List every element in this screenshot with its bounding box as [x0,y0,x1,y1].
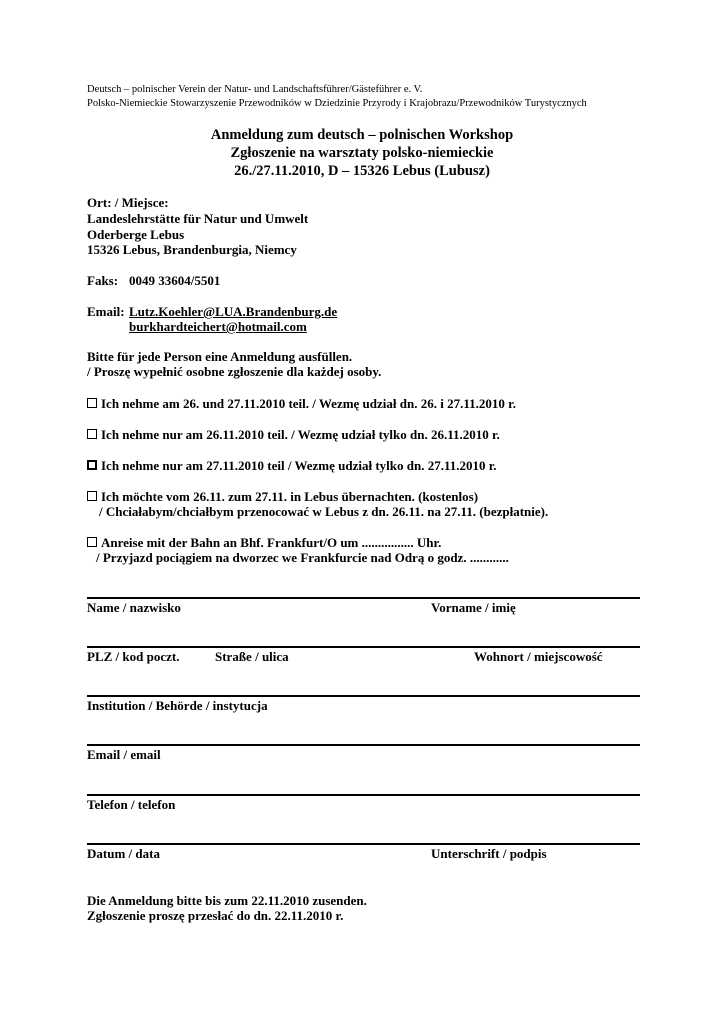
option-overnight[interactable]: Ich möchte vom 26.11. zum 27.11. in Lebus übernachten. (kostenlos) [87,489,478,505]
option-day-27[interactable]: Ich nehme nur am 27.11.2010 teil / Wezmę udział tylko dn. 27.11.2010 r. [87,458,497,474]
street-field-label: Straße / ulica [215,649,289,664]
email-link-1[interactable]: Lutz.Koehler@LUA.Brandenburg.de [129,304,338,319]
location-label: Ort: / Miejsce: [87,195,169,210]
firstname-field-label: Vorname / imię [431,600,516,615]
checkbox-icon[interactable] [87,460,97,470]
title-polish: Zgłoszenie na warsztaty polsko-niemieckie [230,145,494,161]
city-field-label: Wohnort / miejscowość [474,649,603,664]
deadline-german: Die Anmeldung bitte bis zum 22.11.2010 zusenden. [87,893,367,908]
email-label: Email: [87,304,125,319]
title-date-place: 26./27.11.2010, D – 15326 Lebus (Lubusz) [234,163,490,179]
option-both-days[interactable]: Ich nehme am 26. und 27.11.2010 teil. / Wezmę udział dn. 26. i 27.11.2010 r. [87,396,516,412]
postcode-field-label: PLZ / kod poczt. [87,649,180,664]
option-overnight-polish: / Chciałabym/chciałbym przenocować w Lebus z dn. 26.11. na 27.11. (bezpłatnie). [99,504,549,519]
name-field-label: Name / nazwisko [87,600,181,615]
fax-number: 0049 33604/5501 [129,273,221,288]
deadline-polish: Zgłoszenie proszę przesłać do dn. 22.11.2010 r. [87,908,344,923]
location-line-2: Oderberge Lebus [87,227,185,242]
divider-line [87,794,640,796]
title-german: Anmeldung zum deutsch – polnischen Workshop [210,127,514,143]
checkbox-icon[interactable] [87,398,97,408]
option-day-26[interactable]: Ich nehme nur am 26.11.2010 teil. / Wezmę udział tylko dn. 26.11.2010 r. [87,427,500,443]
checkbox-icon[interactable] [87,429,97,439]
association-name-polish: Polsko-Niemieckie Stowarzyszenie Przewodników w Dziedzinie Przyrody i Krajobrazu/Przewodników Turystycznych [87,98,587,109]
association-name-german: Deutsch – polnischer Verein der Natur- und Landschaftsführer/Gästeführer e. V. [87,84,423,95]
option-train-arrival[interactable]: Anreise mit der Bahn an Bhf. Frankfurt/O um ................ Uhr. [87,535,441,551]
divider-line [87,744,640,746]
divider-line [87,843,640,845]
location-line-1: Landeslehrstätte für Natur und Umwelt [87,211,309,226]
divider-line [87,597,640,599]
institution-field-label: Institution / Behörde / instytucja [87,698,268,713]
instruction-german: Bitte für jede Person eine Anmeldung ausfüllen. [87,349,353,364]
divider-line [87,695,640,697]
location-line-3: 15326 Lebus, Brandenburgia, Niemcy [87,242,297,257]
phone-field-label: Telefon / telefon [87,797,176,812]
instruction-polish: / Proszę wypełnić osobne zgłoszenie dla każdej osoby. [87,364,382,379]
email-field-label: Email / email [87,747,161,762]
checkbox-icon[interactable] [87,491,97,501]
fax-label: Faks: [87,273,119,288]
email-link-2[interactable]: burkhardteichert@hotmail.com [129,319,307,334]
option-train-arrival-polish: / Przyjazd pociągiem na dworzec we Frankfurcie nad Odrą o godz. ............ [96,550,509,565]
checkbox-icon[interactable] [87,537,97,547]
date-field-label: Datum / data [87,846,160,861]
divider-line [87,646,640,648]
signature-field-label: Unterschrift / podpis [431,846,547,861]
